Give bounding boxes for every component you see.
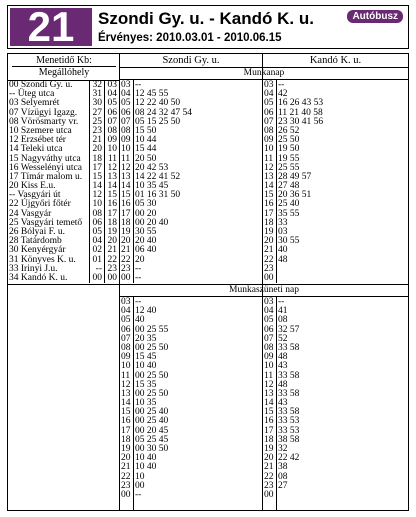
runtime-direction-1: 20: [92, 144, 102, 155]
stop-name: 07 Vízügyi Igazg.: [9, 107, 78, 118]
departure-hour: 03: [121, 297, 131, 307]
departure-hour: 22: [264, 471, 274, 482]
departure-minutes: 10 40: [135, 453, 157, 464]
stop-name: 10 Szemere utca: [9, 125, 72, 136]
departure-hour: 20: [121, 453, 131, 464]
departure-hour: 12: [264, 379, 274, 390]
departure-hour: 23: [121, 263, 131, 274]
departure-minutes: 30 55: [278, 236, 300, 247]
departure-minutes: 15 50: [135, 125, 157, 136]
runtime-direction-2: 10: [107, 144, 117, 155]
departure-hour: 20: [121, 236, 131, 247]
departure-minutes: 48: [278, 254, 288, 265]
departure-minutes: 27: [278, 480, 288, 491]
departure-minutes: 15 44: [135, 144, 157, 155]
departure-minutes: 01 16 31 50: [135, 190, 181, 201]
departure-minutes: 19 55: [278, 153, 300, 164]
stop-name: 22 Újgyőri főtér: [9, 199, 71, 210]
departure-hour: 06: [264, 107, 274, 118]
departure-hour: 21: [121, 462, 131, 473]
runtime-direction-1: 30: [92, 98, 102, 109]
departure-minutes: 00 25 40: [135, 416, 169, 427]
departure-hour: 14: [264, 181, 274, 192]
departure-minutes: 06 40: [135, 245, 157, 256]
departure-hour: 08: [264, 125, 274, 136]
runtime-direction-2: 14: [107, 181, 117, 192]
departure-minutes: 12 40: [135, 306, 157, 317]
stop-name: 33 Irinyi J.u.: [9, 263, 58, 274]
departure-minutes: 12 45 55: [135, 89, 169, 100]
departure-hour: 21: [264, 462, 274, 473]
departure-minutes: 52: [278, 333, 288, 344]
departure-hour: 08: [121, 125, 131, 136]
departure-hour: 14: [121, 398, 131, 409]
departure-hour: 18: [121, 217, 131, 228]
departure-hour: 13: [121, 171, 131, 182]
departure-hour: 12: [264, 162, 274, 173]
departure-minutes: 00 25 50: [135, 370, 169, 381]
departure-hour: 06: [264, 324, 274, 335]
departure-hour: 10: [121, 361, 131, 372]
departure-hour: 15: [264, 407, 274, 418]
stop-list: [8, 81, 119, 283]
departure-hour: 16: [121, 416, 131, 427]
stop-name: 34 Kandó K. u.: [9, 272, 68, 283]
departure-hour: 03: [264, 80, 274, 90]
departure-minutes: 32: [278, 444, 288, 454]
runtime-direction-1: 10: [92, 199, 102, 210]
departure-minutes: 10 35 45: [135, 181, 169, 192]
departure-hour: 03: [264, 297, 274, 307]
departure-minutes: 03: [278, 227, 288, 237]
divider: [104, 80, 105, 283]
departure-hour: 07: [264, 333, 274, 344]
runtime-direction-2: 22: [107, 254, 117, 265]
holiday-label: Munkaszüneti nap: [229, 285, 299, 295]
departure-hour: 15: [121, 190, 131, 201]
departure-hour: 00: [264, 272, 274, 283]
departure-minutes: 00 20 45: [135, 425, 169, 436]
runtime-direction-1: 32: [92, 80, 102, 90]
timetable-grid: [7, 53, 409, 511]
runtime-direction-1: 21: [92, 135, 102, 146]
departure-minutes: 00 25 40: [135, 407, 169, 418]
holiday-direction-2: [263, 298, 408, 500]
departure-minutes: 10 40: [135, 462, 157, 473]
stop-name: 20 Kiss E.u.: [9, 181, 56, 192]
departure-minutes: 20 42 53: [135, 162, 169, 173]
departure-minutes: 33 53: [278, 416, 300, 427]
departure-row: [263, 491, 408, 500]
departure-minutes: 25 55: [278, 162, 300, 173]
departure-hour: 04: [264, 89, 274, 100]
runtime-direction-1: 08: [92, 208, 102, 219]
runtime-direction-1: 05: [92, 227, 102, 237]
departure-minutes: 15 45: [135, 352, 157, 363]
departure-hour: 23: [264, 263, 274, 274]
departure-hour: 15: [264, 190, 274, 201]
departure-minutes: 48: [278, 352, 288, 363]
departure-hour: 08: [121, 342, 131, 353]
runtime-direction-2: 11: [107, 153, 117, 164]
departure-minutes: 26 52: [278, 125, 300, 136]
runtime-direction-2: 00: [107, 272, 117, 283]
departure-minutes: 16 26 43 53: [278, 98, 324, 109]
departure-hour: 09: [121, 135, 131, 146]
departure-minutes: 00 25 50: [135, 388, 169, 399]
stop-name: 28 Tatárdomb: [9, 236, 62, 247]
departure-hour: 22: [121, 254, 131, 265]
runtime-direction-2: 21: [107, 245, 117, 256]
departure-minutes: 41: [278, 306, 288, 317]
runtime-direction-1: 12: [92, 190, 102, 201]
departure-minutes: 20 35: [135, 333, 157, 344]
stop-name: 16 Wesselényi utca: [9, 162, 82, 173]
departure-minutes: --: [135, 80, 142, 90]
departure-hour: 00: [121, 272, 131, 283]
runtime-direction-2: 06: [107, 107, 117, 118]
workday-label: Munkanap: [243, 68, 285, 78]
stop-name: 24 Vasgyár: [9, 208, 52, 219]
departure-hour: 14: [121, 181, 131, 192]
departure-hour: 07: [121, 333, 131, 344]
departure-minutes: 25 40: [278, 199, 300, 210]
departure-hour: 19: [121, 444, 131, 454]
departure-hour: 20: [264, 453, 274, 464]
departure-row: [263, 274, 408, 283]
departure-hour: 22: [121, 471, 131, 482]
departure-minutes: 33 58: [278, 407, 300, 418]
departure-hour: 04: [121, 306, 131, 317]
departure-hour: 04: [121, 89, 131, 100]
departure-hour: 23: [264, 480, 274, 491]
departure-row: [120, 274, 262, 283]
departure-minutes: 27 48: [278, 181, 300, 192]
departure-minutes: 38 58: [278, 434, 300, 445]
departure-minutes: 20 50: [135, 153, 157, 164]
departure-hour: 23: [121, 480, 131, 491]
departure-hour: 10: [264, 144, 274, 155]
departure-hour: 08: [264, 342, 274, 353]
runtime-direction-2: 23: [107, 263, 117, 274]
departure-minutes: 33: [278, 217, 288, 228]
departure-hour: 11: [264, 153, 274, 164]
departure-hour: 12: [121, 379, 131, 390]
departure-hour: 09: [264, 352, 274, 363]
divider: [89, 80, 90, 283]
departure-hour: 21: [121, 245, 131, 256]
runtime-direction-2: 07: [107, 116, 117, 127]
departure-hour: 13: [264, 388, 274, 399]
runtime-direction-2: 03: [107, 80, 117, 90]
direction-1-header: Szondi Gy. u.: [162, 55, 220, 66]
runtime-direction-1: 31: [92, 89, 102, 100]
departure-minutes: 10 35: [135, 398, 157, 409]
stop-name: 30 Kenyérgyár: [9, 245, 66, 256]
departure-minutes: 33 58: [278, 388, 300, 399]
departure-hour: 18: [264, 434, 274, 445]
departure-minutes: 20 36 51: [278, 190, 312, 201]
stop-name: -- Üteg utca: [9, 89, 55, 100]
stop-name: 00 Szondi Gy. u.: [9, 80, 73, 90]
departure-hour: 14: [264, 398, 274, 409]
departure-hour: 09: [264, 135, 274, 146]
runtime-direction-2: 18: [107, 217, 117, 228]
departure-hour: 16: [264, 199, 274, 210]
workday-direction-1: [120, 81, 262, 283]
runtime-direction-2: 20: [107, 236, 117, 247]
departure-hour: 15: [121, 407, 131, 418]
departure-hour: 05: [264, 98, 274, 109]
departure-hour: 20: [264, 236, 274, 247]
route-name: Szondi Gy. u. - Kandó K. u.: [98, 9, 314, 28]
departure-minutes: 10 40: [135, 361, 157, 372]
departure-minutes: 33 58: [278, 342, 300, 353]
runtime-direction-2: 12: [107, 162, 117, 173]
departure-minutes: 10: [135, 471, 145, 482]
departure-hour: 03: [121, 80, 131, 90]
stop-name: -- Vasgyári út: [9, 190, 61, 201]
stop-name: 31 Könyves K. u.: [9, 254, 76, 265]
departure-hour: 11: [121, 370, 131, 381]
runtime-direction-2: 17: [107, 208, 117, 219]
departure-hour: 00: [121, 489, 131, 500]
runtime-direction-1: 04: [92, 236, 102, 247]
workday-direction-2: [263, 81, 408, 283]
departure-hour: 05: [264, 315, 274, 326]
holiday-direction-1: [120, 298, 262, 500]
departure-row: [263, 256, 408, 265]
departure-minutes: 43: [278, 398, 288, 409]
departure-hour: 21: [264, 245, 274, 256]
departure-hour: 05: [121, 315, 131, 326]
stop-name: 17 Tímár malom u.: [9, 171, 83, 182]
departure-hour: 18: [121, 434, 131, 445]
route-number: 21: [27, 3, 75, 50]
departure-hour: 13: [121, 388, 131, 399]
departure-minutes: 00 30 50: [135, 444, 169, 454]
stop-row: [8, 274, 119, 283]
departure-hour: 09: [121, 352, 131, 363]
departure-row: [120, 256, 262, 265]
departure-minutes: 20 40: [135, 236, 157, 247]
departure-minutes: 14 22 41 52: [135, 171, 181, 182]
departure-minutes: 00 20: [135, 208, 157, 219]
stop-name: 25 Vasgyári temető: [9, 217, 83, 228]
validity-period: Érvényes: 2010.03.01 - 2010.06.15: [98, 32, 282, 44]
departure-minutes: 11 21 40 58: [278, 107, 323, 118]
departure-minutes: 15 35: [135, 379, 157, 390]
departure-minutes: 42: [278, 89, 288, 100]
departure-hour: 17: [264, 425, 274, 436]
departure-minutes: 00 25 55: [135, 324, 169, 335]
stop-name: 15 Nagyváthy utca: [9, 153, 81, 164]
departure-hour: 10: [264, 361, 274, 372]
departure-minutes: 05 25 45: [135, 434, 169, 445]
runtime-direction-1: 01: [92, 254, 102, 265]
runtime-direction-2: 15: [107, 190, 117, 201]
departure-minutes: 05 30: [135, 199, 157, 210]
departure-minutes: 33 58: [278, 370, 300, 381]
departure-minutes: 00: [135, 480, 145, 491]
departure-hour: 07: [121, 116, 131, 127]
vehicle-type-badge: Autóbusz: [347, 10, 403, 23]
runtime-direction-1: --: [95, 263, 102, 274]
departure-minutes: 08: [278, 471, 288, 482]
departure-minutes: 08 24 32 47 54: [135, 107, 192, 118]
departure-minutes: 08: [278, 315, 288, 326]
runtime-direction-1: 15: [92, 171, 102, 182]
departure-minutes: 19 50: [278, 144, 300, 155]
runtime-direction-2: 09: [107, 135, 117, 146]
stop-name: 08 Vörösmarty vr.: [9, 116, 79, 127]
departure-minutes: 22 42: [278, 453, 300, 464]
departure-hour: 06: [121, 324, 131, 335]
departure-hour: 17: [121, 208, 131, 219]
departure-hour: 11: [264, 370, 274, 381]
departure-minutes: 25 50: [278, 135, 300, 146]
stop-name: 14 Teleki utca: [9, 144, 63, 155]
timetable-sheet: [7, 5, 409, 511]
departure-minutes: 28 49 57: [278, 171, 312, 182]
departure-minutes: 48: [278, 379, 288, 390]
runtime-direction-1: 23: [92, 125, 102, 136]
departure-row: [263, 265, 408, 274]
departure-hour: 22: [264, 254, 274, 265]
departure-hour: 16: [121, 199, 131, 210]
runtime-direction-2: 19: [107, 227, 117, 237]
departure-minutes: --: [135, 489, 142, 500]
departure-hour: 17: [121, 425, 131, 436]
runtime-header: Menetidő Kb:: [12, 55, 116, 67]
departure-minutes: 40: [278, 245, 288, 256]
departure-minutes: 38: [278, 462, 288, 473]
runtime-direction-2: 05: [107, 98, 117, 109]
stop-name: 26 Bólyai F. u.: [9, 227, 65, 237]
departure-hour: 11: [121, 153, 131, 164]
departure-minutes: 00 20 40: [135, 217, 169, 228]
departure-hour: 07: [264, 116, 274, 127]
departure-minutes: --: [135, 272, 142, 283]
stop-name: 03 Selyemrét: [9, 98, 60, 109]
departure-row: [120, 491, 262, 500]
runtime-direction-2: 13: [107, 171, 117, 182]
runtime-direction-1: 00: [92, 272, 102, 283]
runtime-direction-2: 16: [107, 199, 117, 210]
runtime-direction-2: 04: [107, 89, 117, 100]
stop-header: Megállóhely: [38, 67, 90, 78]
departure-minutes: 10 44: [135, 135, 157, 146]
runtime-direction-1: 17: [92, 162, 102, 173]
departure-hour: 19: [264, 444, 274, 454]
runtime-direction-1: 14: [92, 181, 102, 192]
departure-minutes: 05 15 25 50: [135, 116, 181, 127]
departure-hour: 04: [264, 306, 274, 317]
timetable-header: [7, 5, 409, 49]
departure-minutes: --: [278, 80, 285, 90]
departure-hour: 19: [264, 227, 274, 237]
departure-minutes: --: [135, 297, 142, 307]
departure-hour: 05: [121, 98, 131, 109]
departure-minutes: --: [135, 263, 142, 274]
departure-hour: 19: [121, 227, 131, 237]
runtime-direction-1: 18: [92, 153, 102, 164]
departure-hour: 18: [264, 217, 274, 228]
route-number-badge: [10, 3, 92, 50]
departure-hour: 17: [264, 208, 274, 219]
departure-hour: 06: [121, 107, 131, 118]
departure-minutes: 12 22 40 50: [135, 98, 181, 109]
departure-minutes: 35 55: [278, 208, 300, 219]
departure-minutes: 20: [135, 254, 145, 265]
departure-hour: 16: [264, 416, 274, 427]
departure-hour: 13: [264, 171, 274, 182]
departure-row: [263, 482, 408, 491]
departure-hour: 00: [264, 489, 274, 500]
departure-minutes: --: [278, 297, 285, 307]
stop-name: 12 Erzsébet tér: [9, 135, 66, 146]
departure-minutes: 30 55: [135, 227, 157, 237]
departure-minutes: 23 30 41 56: [278, 116, 324, 127]
departure-hour: 12: [121, 162, 131, 173]
departure-minutes: 00 25 50: [135, 342, 169, 353]
runtime-direction-1: 27: [92, 107, 102, 118]
departure-row: [120, 482, 262, 491]
runtime-direction-2: 08: [107, 125, 117, 136]
departure-row: [120, 265, 262, 274]
runtime-direction-1: 06: [92, 217, 102, 228]
direction-2-header: Kandó K. u.: [309, 55, 362, 66]
departure-minutes: 43: [278, 361, 288, 372]
departure-hour: 10: [121, 144, 131, 155]
runtime-direction-1: 02: [92, 245, 102, 256]
runtime-direction-1: 25: [92, 116, 102, 127]
departure-minutes: 40: [135, 315, 145, 326]
departure-minutes: 33 53: [278, 425, 300, 436]
departure-minutes: 32 57: [278, 324, 300, 335]
